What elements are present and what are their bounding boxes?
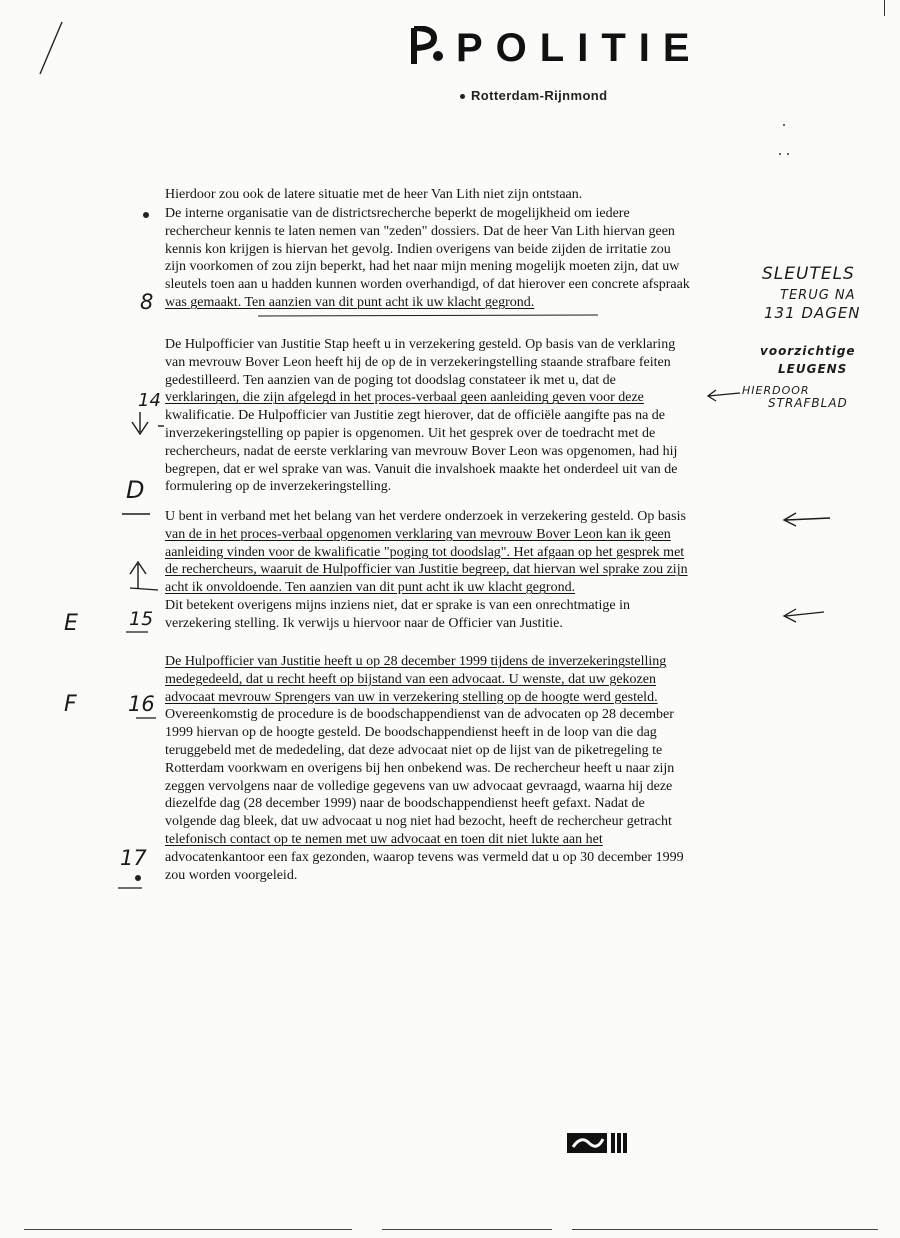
paragraph-2: De interne organisatie van de districtsrecherche beperkt de mogelijkheid om iedere rechercheur kennis te laten nemen van "zeden" dossiers. Dat de heer Van Lith hiervan geen kennis kon krijgen is hiervan het gevolg. Indien overigens van beide zijden de irritatie zou zijn voorkomen of zou zijn beperkt, had het naar mijn mening mogelijk moeten zijn, dat uw sleutels toen aan u hadden kunnen worden overhandigd, of dat hierover een concrete afspraak was gemaakt. Ten aanzien van dit punt acht ik uw klacht gegrond. <box>165 206 690 310</box>
handwritten-note-strafblad: STRAFBLAD <box>768 396 848 410</box>
margin-number-15: 15 <box>129 608 154 630</box>
footer-logo-icon <box>567 1131 629 1155</box>
handwritten-note-sleutels: SLEUTELS <box>762 264 855 284</box>
footer-rule-middle <box>382 1229 552 1230</box>
margin-letter-D: D <box>126 476 145 504</box>
logo-text: POLITIE <box>456 26 703 70</box>
margin-number-16: 16 <box>128 692 155 716</box>
margin-number-17: 17 <box>120 846 147 870</box>
paragraph-4: U bent in verband met het belang van het verdere onderzoek in verzekering gesteld. Op basis van de in het proces-verbaal opgenomen verklaring van mevrouw Bover Leon kan ik geen aanleiding vinden voor de kwalificatie "poging tot doodslag". Het afgaan op het gesprek met de rechercheurs, waaruit de Hulpofficier van Justitie begreep, dat hiervan wel sprake zou zijn acht ik onvoldoende. Ten aanzien van dit punt acht ik uw klacht gegrond. Dit betekent overigens mijns inziens niet, dat er sprake is van een onrechtmatige in verzekering stelling. Ik verwijs u hiervoor naar de Officier van Justitie. <box>165 509 688 631</box>
footer-rule-right <box>572 1229 878 1230</box>
region-name: Rotterdam-Rijnmond <box>460 88 607 103</box>
right-edge-scan-line <box>884 0 885 16</box>
paragraph-1: Hierdoor zou ook de latere situatie met de heer Van Lith niet zijn ontstaan. <box>165 187 583 202</box>
paragraph-3: De Hulpofficier van Justitie Stap heeft u in verzekering gesteld. Op basis van de verklaring van mevrouw Bover Leon heeft hij de op de in verzekeringstelling staande strafbare feiten gedestilleerd. Ten aanzien van de poging tot doodslag constateer ik met u, dat de verklaringen, die zijn afgelegd in het proces-verbaal geen aanleiding geven voor deze kwalificatie. De Hulpofficier van Justitie zegt hierover, dat de officiële aangifte pas na de inverzekeringstelling op papier is opgenomen. Uit het gesprek over de toedracht met de rechercheurs, nadat de eerste verklaring van mevrouw Bover Leon was opgenomen, had hij begrepen, dat er wel sprake van was. Vanuit die invalshoek maakte het onderdeel uit van de formulering op de inverzekeringstelling. <box>165 337 678 495</box>
paragraph-5: De Hulpofficier van Justitie heeft u op 28 december 1999 tijdens de inverzekeringstelling medegedeeld, dat u recht heeft op bijstand van een advocaat. U wenste, dat uw gekozen advocaat mevrouw Sprengers van uw in verzekering stelling op de hoogte werd gesteld. Overeenkomstig de procedure is de boodschappendienst van de advocaten op 28 december 1999 hiervan op de hoogte gesteld. De boodschappendienst heeft in de loop van die dag teruggebeld met de mededeling, dat deze advocaat niet op de lijst van de piketregeling te Rotterdam voorkwam en overigens bij hen onbekend was. De rechercheur heeft u naar zijn zeggen vervolgens naar de volledige gegevens van uw advocaat gevraagd, waarna hij deze diezelfde dag (28 december 1999) naar de boodschappendienst heeft gefaxt. Nadat de volgende dag bleek, dat uw advocaat u nog niet had bezocht, heeft de rechercheur getracht telefonisch contact op te nemen met uw advocaat en toen dit niet lukte aan het advocatenkantoor een fax gezonden, waarop tevens was vermeld dat u op 30 december 1999 zou worden voorgeleid. <box>165 654 684 883</box>
margin-letter-F: F <box>64 692 77 717</box>
handwritten-note-voorzichtige: voorzichtige <box>760 344 856 358</box>
margin-number-8: 8 <box>140 290 154 314</box>
margin-letter-E: E <box>64 611 78 636</box>
footer-rule-left <box>24 1229 352 1230</box>
handwritten-note-terug-na: TERUG NA <box>780 288 856 303</box>
margin-number-14: 14 <box>138 390 161 411</box>
handwritten-note-hierdoor: HIERDOOR <box>742 384 810 397</box>
handwritten-note-leugens: LEUGENS <box>778 362 848 376</box>
handwritten-note-dagen: 131 DAGEN <box>764 304 861 322</box>
